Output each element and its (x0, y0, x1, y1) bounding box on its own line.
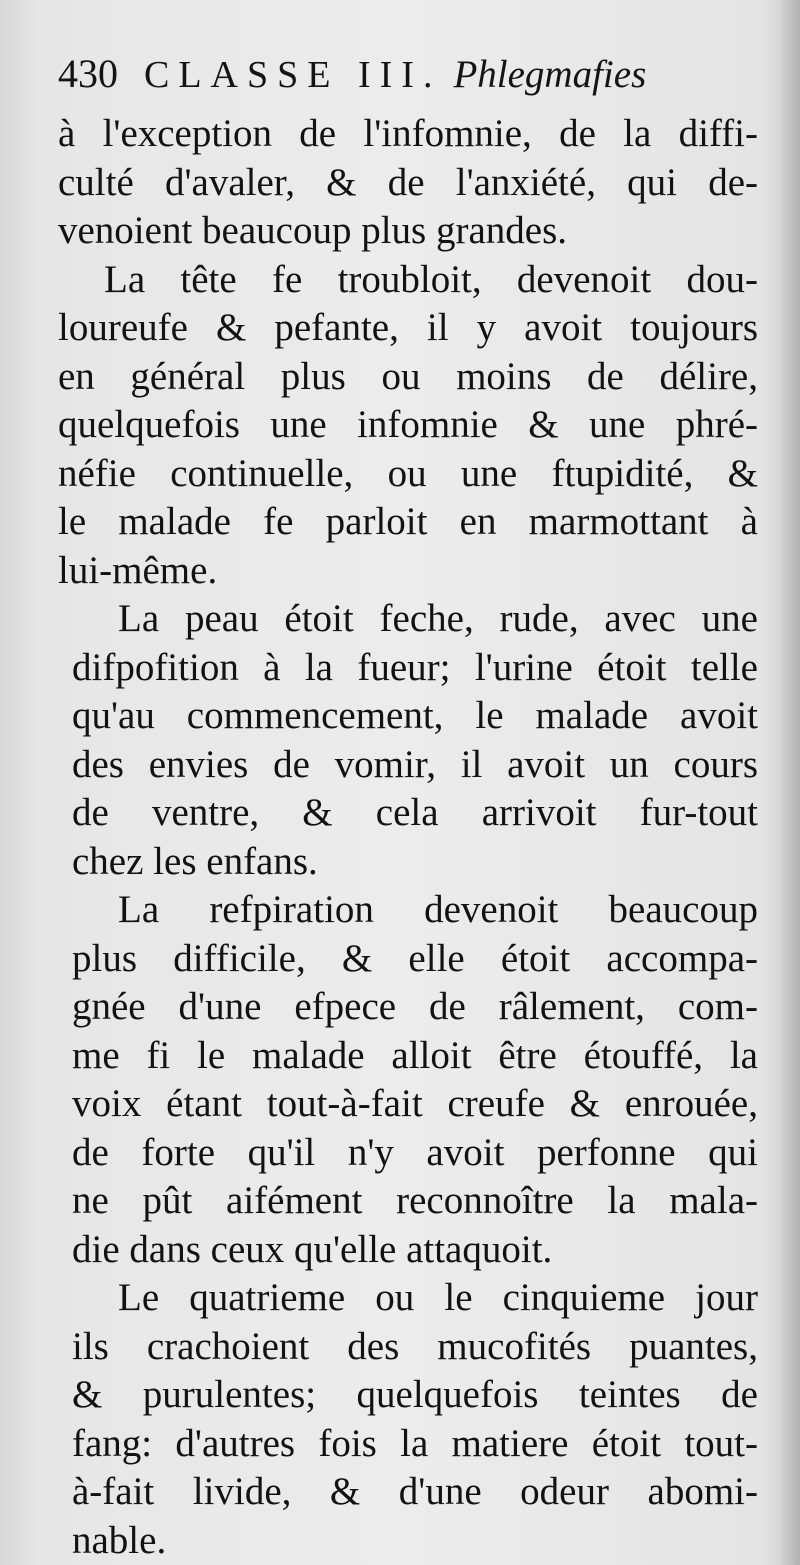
text-line: plus difficile, & elle étoit accompa- (72, 936, 758, 980)
text-line: de ventre, & cela arrivoit fur-tout (72, 791, 758, 834)
text-line: Le quatrieme ou le cinquieme jour (118, 1276, 758, 1319)
text-line: ils crachoient des mucofités puantes, (72, 1324, 758, 1368)
paragraph (58, 1274, 758, 1565)
body-text (58, 110, 758, 1565)
running-head (58, 46, 758, 102)
text-line: La tête fe troubloit, devenoit dou- (104, 257, 758, 301)
text-line: à l'exception de l'infomnie, de la diffi- (58, 112, 758, 155)
text-line: venoient beaucoup plus grandes. (58, 209, 568, 252)
text-line: des envies de vomir, il avoit un cours (72, 742, 758, 786)
paragraph (58, 595, 758, 886)
text-line: nable. (72, 1518, 167, 1562)
paragraph (58, 110, 758, 256)
section-title: Phlegmafies (453, 53, 647, 96)
text-line: lui-même. (58, 548, 218, 592)
text-line: difpofition à la fueur; l'urine étoit telle (72, 645, 758, 689)
text-line: La peau étoit feche, rude, avec une (118, 597, 758, 640)
text-line: die dans ceux qu'elle attaquoit. (72, 1227, 553, 1271)
text-line: gnée d'une efpece de râlement, com- (72, 985, 758, 1028)
text-line: de forte qu'il n'y avoit perfonne qui (72, 1130, 758, 1174)
page-edge-shadow (778, 0, 800, 1565)
text-line: quelquefois une infomnie & une phré- (58, 403, 758, 446)
page-number: 430 (58, 51, 118, 96)
class-heading: CLASSE III. (144, 54, 442, 96)
text-line: loureufe & pefante, il y avoit toujours (58, 306, 758, 349)
paragraph (58, 256, 758, 596)
text-line: le malade fe parloit en marmottant à (58, 500, 758, 543)
text-line: à-fait livide, & d'une odeur abomi- (72, 1470, 758, 1513)
text-line: fang: d'autres fois la matiere étoit tout- (72, 1421, 758, 1465)
text-line: ne pût aifément reconnoître la mala- (72, 1179, 758, 1222)
text-line: me fi le malade alloit être étouffé, la (72, 1033, 758, 1077)
text-line: & purulentes; quelquefois teintes de (72, 1373, 758, 1416)
paragraph (58, 886, 758, 1274)
text-line: en général plus ou moins de délire, (58, 354, 758, 398)
text-line: qu'au commencement, le malade avoit (72, 694, 758, 737)
text-line: voix étant tout-à-fait creufe & enrouée, (72, 1082, 758, 1125)
text-line: culté d'avaler, & de l'anxiété, qui de- (58, 160, 758, 204)
text-line: chez les enfans. (72, 839, 318, 883)
text-line: néfie continuelle, ou une ftupidité, & (58, 451, 758, 495)
text-line: La refpiration devenoit beaucoup (118, 888, 758, 931)
